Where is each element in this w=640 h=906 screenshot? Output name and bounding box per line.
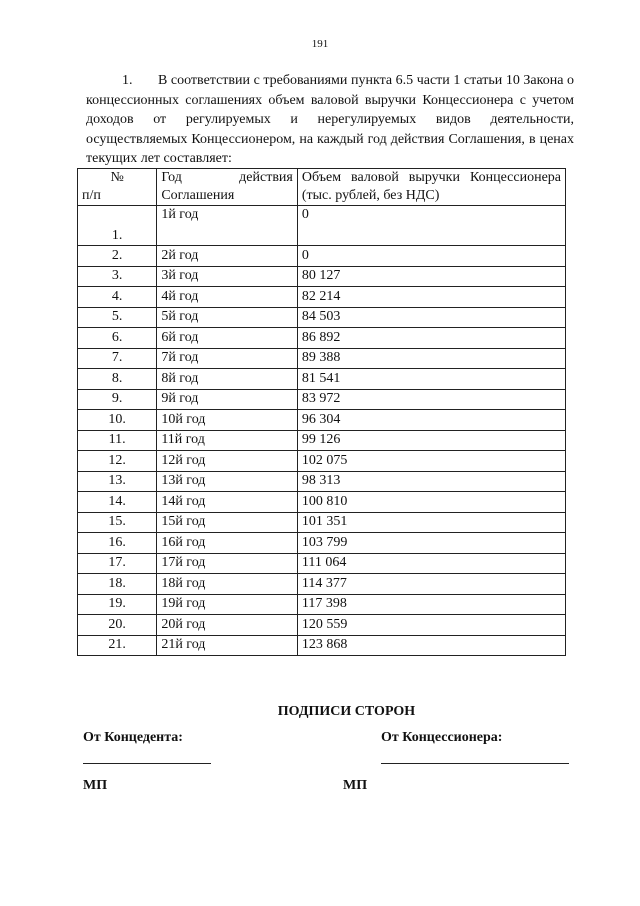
row-year: 4й год [157,287,298,308]
row-value: 114 377 [297,574,565,595]
row-year: 21й год [157,635,298,656]
row-year: 17й год [157,553,298,574]
row-value: 117 398 [297,594,565,615]
row-number: 14. [78,492,157,513]
table-row [78,307,566,328]
table-row [78,430,566,451]
grantor-signature-line [83,763,211,764]
row-year: 15й год [157,512,298,533]
header-year: Год действия Соглашения [157,169,298,206]
signatures-title: ПОДПИСИ СТОРОН [277,704,416,719]
table-row [78,348,566,369]
row-number: 4. [78,287,157,308]
row-number: 15. [78,512,157,533]
row-value: 123 868 [297,635,565,656]
row-value: 0 [297,246,565,267]
row-year: 3й год [157,266,298,287]
row-value: 84 503 [297,307,565,328]
row-value: 86 892 [297,328,565,349]
row-value: 103 799 [297,533,565,554]
table-row [78,266,566,287]
table-row [78,410,566,431]
row-value: 96 304 [297,410,565,431]
header-number [78,169,157,206]
table-row [78,635,566,656]
row-year: 19й год [157,594,298,615]
intro-paragraph [86,71,574,169]
row-number: 19. [78,594,157,615]
row-year: 13й год [157,471,298,492]
header-number-line1: № [110,170,124,185]
table-header-row [78,169,566,206]
row-value: 98 313 [297,471,565,492]
row-value: 100 810 [297,492,565,513]
row-value: 120 559 [297,615,565,636]
row-year: 18й год [157,574,298,595]
row-number: 11. [78,430,157,451]
row-number: 10. [78,410,157,431]
row-value: 83 972 [297,389,565,410]
table-row [78,328,566,349]
row-number: 12. [78,451,157,472]
table-row [78,512,566,533]
table-row [78,615,566,636]
row-number: 9. [78,389,157,410]
table-row [78,389,566,410]
grantor-seal-mark: МП [83,778,108,793]
row-year: 10й год [157,410,298,431]
table-row [78,594,566,615]
row-number: 21. [78,635,157,656]
grantor-label: От Концедента: [83,730,183,745]
row-value: 99 126 [297,430,565,451]
row-number: 8. [78,369,157,390]
concessionaire-label: От Концессионера: [381,730,503,745]
row-value: 102 075 [297,451,565,472]
revenue-table [77,168,566,656]
table-row [78,553,566,574]
row-number: 16. [78,533,157,554]
row-number: 18. [78,574,157,595]
row-year: 1й год [157,206,298,246]
table-row [78,471,566,492]
concessionaire-seal-mark: МП [343,778,368,793]
row-number: 20. [78,615,157,636]
row-year: 14й год [157,492,298,513]
table-row [78,246,566,267]
table-row [78,369,566,390]
table-body [78,206,566,656]
row-number: 5. [78,307,157,328]
row-number: 1. [78,206,157,246]
row-number: 7. [78,348,157,369]
table-row [78,533,566,554]
row-number: 6. [78,328,157,349]
row-value: 101 351 [297,512,565,533]
row-year: 5й год [157,307,298,328]
row-year: 2й год [157,246,298,267]
row-number: 3. [78,266,157,287]
table-row [78,574,566,595]
row-value: 80 127 [297,266,565,287]
row-year: 11й год [157,430,298,451]
row-value: 82 214 [297,287,565,308]
row-year: 12й год [157,451,298,472]
table-row [78,287,566,308]
header-number-line2: п/п [82,188,101,203]
row-value: 81 541 [297,369,565,390]
page-number: 191 [311,38,329,50]
row-year: 20й год [157,615,298,636]
row-year: 9й год [157,389,298,410]
table-row [78,451,566,472]
paragraph-text: В соответствии с требованиями пункта 6.5 части 1 статьи 10 Закона о концессионных соглашениях объем валовой выручки Концессионера с учетом доходов от регулируемых и нерегулируемых видов деятельности, осуществляемых Концессионером, на каждый год действия Соглашения, в ценах текущих лет составляет: [86,73,574,166]
table-row [78,492,566,513]
row-value: 89 388 [297,348,565,369]
row-value: 0 [297,206,565,246]
header-volume: Объем валовой выручки Концессионера (тыс. рублей, без НДС) [297,169,565,206]
row-number: 13. [78,471,157,492]
concessionaire-signature-line [381,763,569,764]
row-year: 6й год [157,328,298,349]
row-year: 8й год [157,369,298,390]
row-year: 7й год [157,348,298,369]
paragraph-number: 1. [122,73,133,88]
row-number: 2. [78,246,157,267]
row-number: 17. [78,553,157,574]
table-row [78,206,566,246]
row-value: 111 064 [297,553,565,574]
row-year: 16й год [157,533,298,554]
